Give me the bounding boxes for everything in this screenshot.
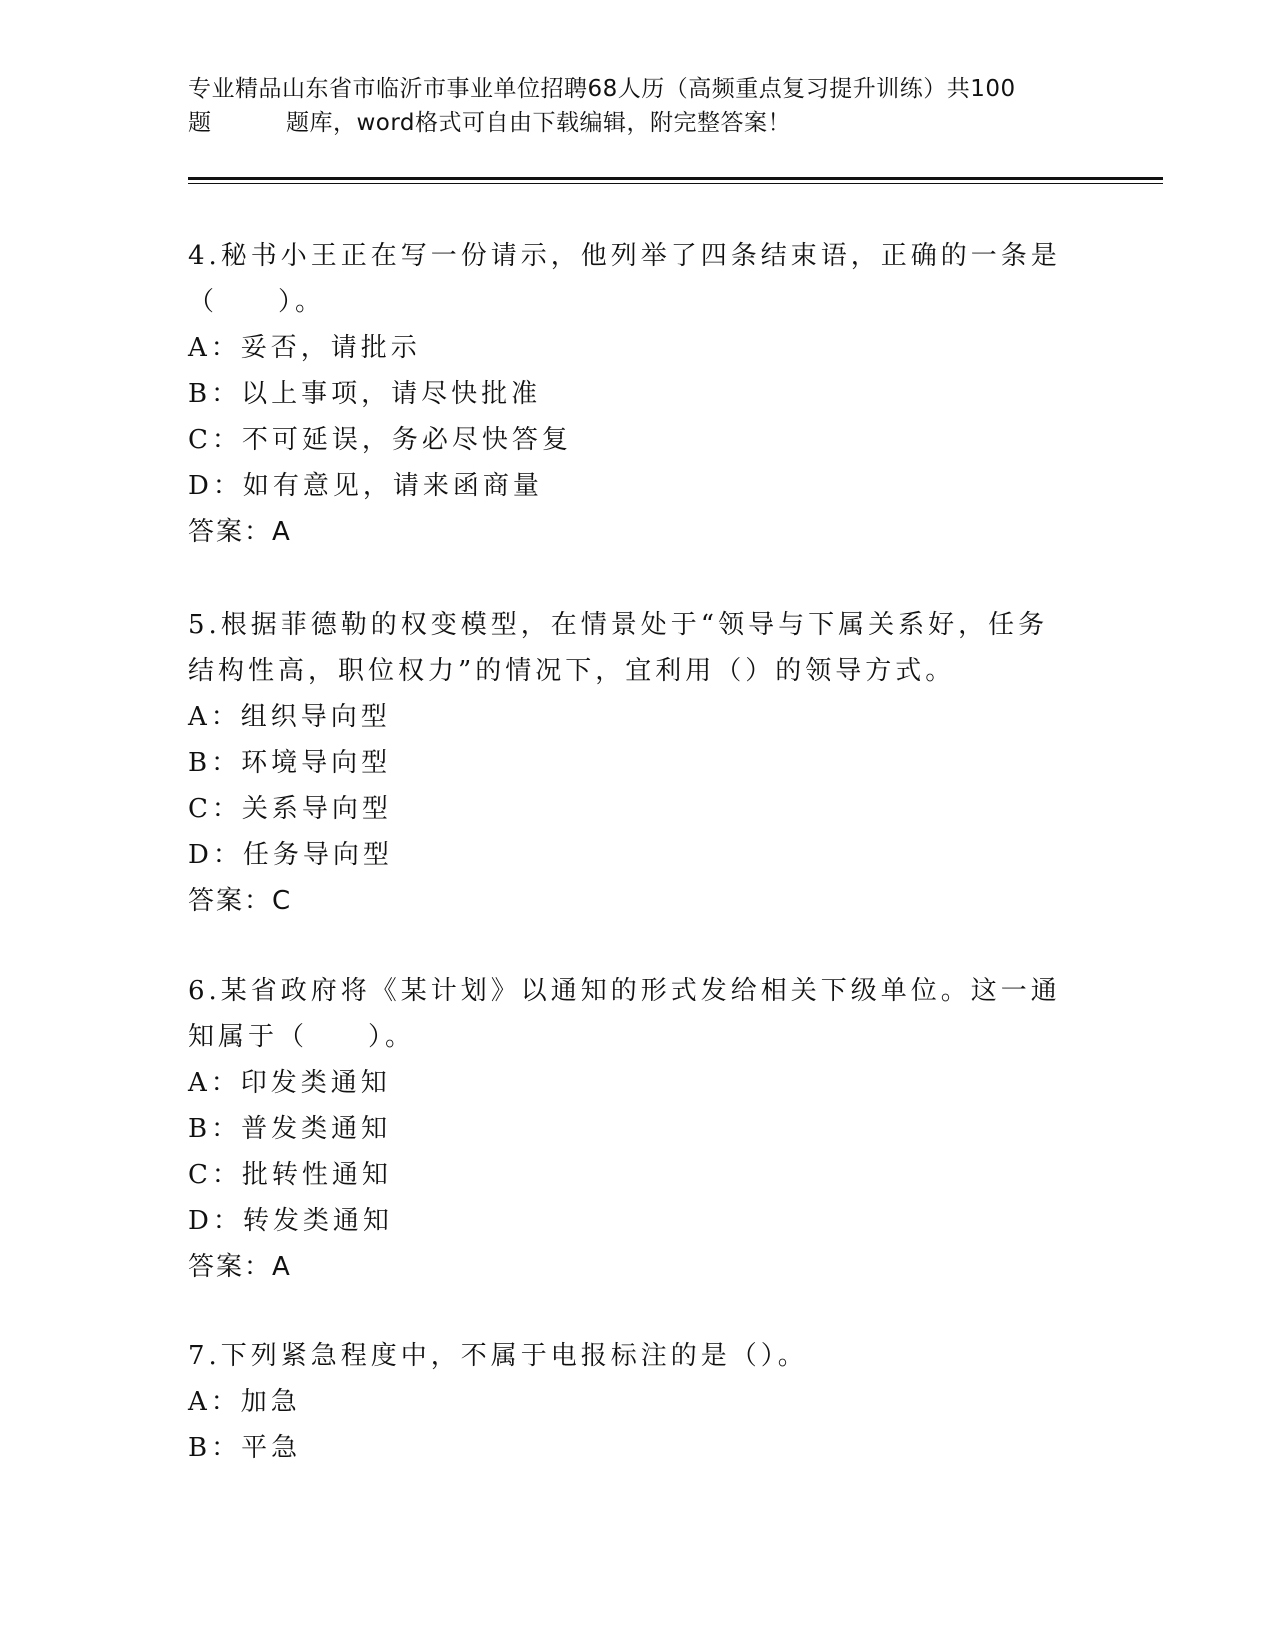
question-4: [188, 233, 1068, 555]
option-a: A：妥否，请批示: [188, 333, 421, 363]
question-stem: 5.根据菲德勒的权变模型，在情景处于“领导与下属关系好，任务结构性高，职位权力”的情况下，宜利用（）的领导方式。: [188, 610, 1049, 686]
header-title-line-2-left: 题: [188, 110, 212, 136]
answer: 答案：A: [188, 1252, 292, 1282]
question-stem: 6.某省政府将《某计划》以通知的形式发给相关下级单位。这一通知属于（ ）。: [188, 976, 1061, 1052]
question-5: [188, 602, 1068, 924]
option-a: A：组织导向型: [188, 702, 391, 732]
header-divider-thick: [188, 177, 1163, 180]
header-divider-thin: [188, 183, 1163, 184]
option-b: B：环境导向型: [188, 748, 392, 778]
option-a: A：印发类通知: [188, 1068, 391, 1098]
option-d: D：任务导向型: [188, 840, 393, 870]
document-header: [188, 72, 1088, 140]
option-c: C：不可延误，务必尽快答复: [188, 425, 572, 455]
question-7: [188, 1333, 1068, 1471]
answer: 答案：C: [188, 886, 293, 916]
option-b: B：以上事项，请尽快批准: [188, 379, 542, 409]
option-b: B：平急: [188, 1433, 302, 1463]
option-b: B：普发类通知: [188, 1114, 392, 1144]
header-title-line-1: 专业精品山东省市临沂市事业单位招聘68人历（高频重点复习提升训练）共100: [188, 76, 1016, 102]
option-d: D：转发类通知: [188, 1206, 393, 1236]
option-a: A：加急: [188, 1387, 301, 1417]
question-6: [188, 968, 1068, 1290]
question-stem: 7.下列紧急程度中，不属于电报标注的是（）。: [188, 1341, 808, 1371]
header-title-line-2: [188, 106, 1088, 140]
option-c: C：关系导向型: [188, 794, 392, 824]
option-c: C：批转性通知: [188, 1160, 392, 1190]
answer: 答案：A: [188, 517, 292, 547]
option-d: D：如有意见，请来函商量: [188, 471, 543, 501]
question-stem: 4.秘书小王正在写一份请示，他列举了四条结束语，正确的一条是（ ）。: [188, 241, 1061, 317]
header-title-line-2-right: 题库，word格式可自由下载编辑，附完整答案！: [286, 110, 792, 136]
